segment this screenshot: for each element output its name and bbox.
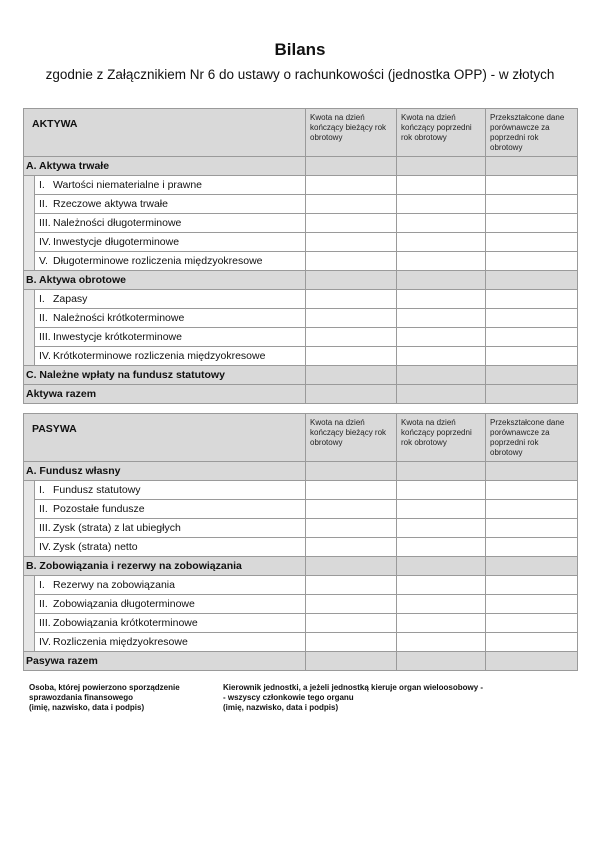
value-cell[interactable] <box>397 385 486 404</box>
value-cell[interactable] <box>486 347 578 366</box>
value-cell[interactable] <box>397 652 486 671</box>
value-cell[interactable] <box>486 290 578 309</box>
row-label: Rzeczowe aktywa trwałe <box>53 198 168 210</box>
value-cell[interactable] <box>397 214 486 233</box>
column-header-previous-year: Kwota na dzień kończący poprzedni rok obrotowy <box>397 414 486 462</box>
total-row <box>24 652 578 671</box>
value-cell[interactable] <box>397 519 486 538</box>
table-row: IV. Inwestycje długoterminowe <box>24 233 578 252</box>
signature-management: Kierownik jednostki, a jeżeli jednostką kieruje organ wieloosobowy - - wszyscy członkowie tego organu (imię, nazwisko, data i podpis) <box>223 683 484 712</box>
value-cell[interactable] <box>397 366 486 385</box>
section-label: C. Należne wpłaty na fundusz statutowy <box>24 366 306 385</box>
aktywa-header: AKTYWA <box>24 109 306 157</box>
value-cell[interactable] <box>306 157 397 176</box>
value-cell[interactable] <box>306 366 397 385</box>
value-cell[interactable] <box>486 595 578 614</box>
row-label: Rozliczenia międzyokresowe <box>53 636 188 648</box>
value-cell[interactable] <box>486 233 578 252</box>
value-cell[interactable] <box>306 347 397 366</box>
column-header-current-year: Kwota na dzień kończący bieżący rok obrotowy <box>306 109 397 157</box>
value-cell[interactable] <box>397 538 486 557</box>
section-label: B. Zobowiązania i rezerwy na zobowiązania <box>24 557 306 576</box>
column-header-previous-year: Kwota na dzień kończący poprzedni rok obrotowy <box>397 109 486 157</box>
value-cell[interactable] <box>306 271 397 290</box>
value-cell[interactable] <box>306 519 397 538</box>
section-row <box>24 271 578 290</box>
value-cell[interactable] <box>397 633 486 652</box>
value-cell[interactable] <box>306 176 397 195</box>
value-cell[interactable] <box>306 595 397 614</box>
pasywa-table <box>23 413 578 671</box>
table-row: II. Należności krótkoterminowe <box>24 309 578 328</box>
value-cell[interactable] <box>486 309 578 328</box>
column-header-restated: Przekształcone dane porównawcze za poprzedni rok obrotowy <box>486 414 578 462</box>
value-cell[interactable] <box>486 385 578 404</box>
value-cell[interactable] <box>486 195 578 214</box>
value-cell[interactable] <box>397 481 486 500</box>
total-row <box>24 385 578 404</box>
value-cell[interactable] <box>306 481 397 500</box>
value-cell[interactable] <box>486 500 578 519</box>
value-cell[interactable] <box>397 500 486 519</box>
value-cell[interactable] <box>486 519 578 538</box>
document-subtitle: zgodnie z Załącznikiem Nr 6 do ustawy o rachunkowości (jednostka OPP) - w złotych <box>45 67 555 82</box>
value-cell[interactable] <box>306 462 397 481</box>
value-cell[interactable] <box>397 557 486 576</box>
value-cell[interactable] <box>306 557 397 576</box>
row-label: Zobowiązania długoterminowe <box>53 598 195 610</box>
table-row: IV. Zysk (strata) netto <box>24 538 578 557</box>
section-label: A. Aktywa trwałe <box>24 157 306 176</box>
pasywa-header: PASYWA <box>24 414 306 462</box>
value-cell[interactable] <box>306 195 397 214</box>
section-row <box>24 366 578 385</box>
signature-preparer: Osoba, której powierzono sporządzenie sprawozdania finansowego (imię, nazwisko, data i podpis) <box>29 683 180 712</box>
value-cell[interactable] <box>486 271 578 290</box>
value-cell[interactable] <box>306 576 397 595</box>
row-label: Należności długoterminowe <box>53 217 182 229</box>
row-label: Wartości niematerialne i prawne <box>53 179 203 191</box>
value-cell[interactable] <box>486 214 578 233</box>
value-cell[interactable] <box>397 233 486 252</box>
section-row <box>24 462 578 481</box>
value-cell[interactable] <box>306 233 397 252</box>
table-row: III. Zysk (strata) z lat ubiegłych <box>24 519 578 538</box>
table-row: IV. Krótkoterminowe rozliczenia międzyokresowe <box>24 347 578 366</box>
table-row: III. Zobowiązania krótkoterminowe <box>24 614 578 633</box>
table-row: I. Wartości niematerialne i prawne <box>24 176 578 195</box>
value-cell[interactable] <box>486 176 578 195</box>
value-cell[interactable] <box>397 328 486 347</box>
row-label: Pozostałe fundusze <box>53 503 145 515</box>
value-cell[interactable] <box>486 481 578 500</box>
table-header-row <box>24 109 578 157</box>
value-cell[interactable] <box>306 385 397 404</box>
section-label: B. Aktywa obrotowe <box>24 271 306 290</box>
value-cell[interactable] <box>486 614 578 633</box>
value-cell[interactable] <box>397 195 486 214</box>
row-label: Fundusz statutowy <box>53 484 141 496</box>
value-cell[interactable] <box>486 652 578 671</box>
row-label: Zysk (strata) netto <box>53 541 138 553</box>
table-row: III. Należności długoterminowe <box>24 214 578 233</box>
total-label: Pasywa razem <box>24 652 306 671</box>
row-label: Zysk (strata) z lat ubiegłych <box>53 522 181 534</box>
row-label: Inwestycje krótkoterminowe <box>53 331 182 343</box>
table-row: I. Rezerwy na zobowiązania <box>24 576 578 595</box>
value-cell[interactable] <box>397 576 486 595</box>
value-cell[interactable] <box>306 214 397 233</box>
table-header-row <box>24 414 578 462</box>
row-label: Zobowiązania krótkoterminowe <box>53 617 198 629</box>
value-cell[interactable] <box>397 309 486 328</box>
value-cell[interactable] <box>306 290 397 309</box>
row-label: Rezerwy na zobowiązania <box>53 579 175 591</box>
value-cell[interactable] <box>397 252 486 271</box>
table-row: II. Rzeczowe aktywa trwałe <box>24 195 578 214</box>
column-header-current-year: Kwota na dzień kończący bieżący rok obrotowy <box>306 414 397 462</box>
value-cell[interactable] <box>306 652 397 671</box>
table-row: I. Fundusz statutowy <box>24 481 578 500</box>
value-cell[interactable] <box>306 614 397 633</box>
section-row <box>24 557 578 576</box>
document-title: Bilans <box>274 40 326 59</box>
value-cell[interactable] <box>486 366 578 385</box>
value-cell[interactable] <box>486 557 578 576</box>
value-cell[interactable] <box>306 500 397 519</box>
table-row: II. Pozostałe fundusze <box>24 500 578 519</box>
value-cell[interactable] <box>486 538 578 557</box>
value-cell[interactable] <box>486 328 578 347</box>
row-label: Długoterminowe rozliczenia międzyokresowe <box>53 255 263 267</box>
row-label: Inwestycje długoterminowe <box>53 236 180 248</box>
row-label: Krótkoterminowe rozliczenia międzyokresowe <box>53 350 266 362</box>
total-label: Aktywa razem <box>24 385 306 404</box>
aktywa-table <box>23 108 578 404</box>
section-row <box>24 157 578 176</box>
value-cell[interactable] <box>397 157 486 176</box>
table-row: I. Zapasy <box>24 290 578 309</box>
value-cell[interactable] <box>486 576 578 595</box>
value-cell[interactable] <box>486 633 578 652</box>
value-cell[interactable] <box>306 538 397 557</box>
value-cell[interactable] <box>306 309 397 328</box>
section-label: A. Fundusz własny <box>24 462 306 481</box>
value-cell[interactable] <box>306 633 397 652</box>
value-cell[interactable] <box>486 252 578 271</box>
value-cell[interactable] <box>397 614 486 633</box>
value-cell[interactable] <box>486 157 578 176</box>
table-row: IV. Rozliczenia międzyokresowe <box>24 633 578 652</box>
value-cell[interactable] <box>397 290 486 309</box>
value-cell[interactable] <box>397 347 486 366</box>
table-row: III. Inwestycje krótkoterminowe <box>24 328 578 347</box>
value-cell[interactable] <box>397 595 486 614</box>
table-row: V. Długoterminowe rozliczenia międzyokresowe <box>24 252 578 271</box>
value-cell[interactable] <box>306 252 397 271</box>
value-cell[interactable] <box>306 328 397 347</box>
row-label: Zapasy <box>53 293 88 305</box>
row-label: Należności krótkoterminowe <box>53 312 185 324</box>
table-row: II. Zobowiązania długoterminowe <box>24 595 578 614</box>
value-cell[interactable] <box>486 462 578 481</box>
value-cell[interactable] <box>397 462 486 481</box>
value-cell[interactable] <box>397 271 486 290</box>
value-cell[interactable] <box>397 176 486 195</box>
column-header-restated: Przekształcone dane porównawcze za poprzedni rok obrotowy <box>486 109 578 157</box>
